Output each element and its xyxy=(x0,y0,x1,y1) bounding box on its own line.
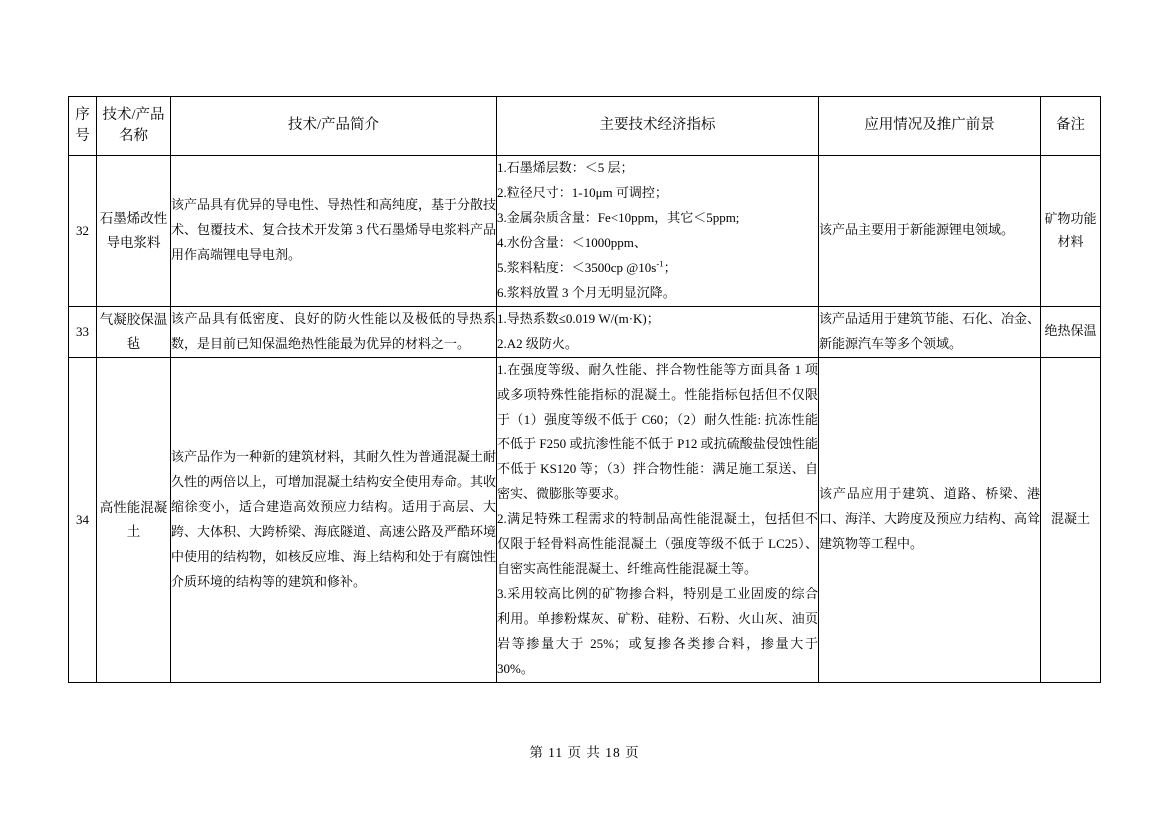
indicator-item xyxy=(497,256,818,281)
indicator-item: 2.粒径尺寸：1-10μm 可调控； xyxy=(497,184,668,200)
indicator-item: 3.采用较高比例的矿物掺合料，特别是工业固废的综合利用。单掺粉煤灰、矿粉、硅粉、石粉、火山灰、油页岩等掺量大于 25%；或复掺各类掺合料，掺量大于 30%。 xyxy=(497,586,818,677)
row-product-name xyxy=(97,156,171,307)
column-header-name xyxy=(97,97,171,156)
row-remark-line1: 矿物功能 xyxy=(1044,211,1097,227)
row-description: 该产品具有优异的导电性、导热性和高纯度，基于分散技术、包覆技术、复合技术开发第 3 代石墨烯导电浆料产品用作高端锂电导电剂。 xyxy=(171,156,497,307)
row-description: 该产品作为一种新的建筑材料，其耐久性为普通混凝土耐久性的两倍以上，可增加混凝土结构安全使用寿命。其收缩徐变小，适合建造高效预应力结构。适用于高层、大跨、大体积、大跨桥梁、海底隧道、高速公路及严酷环境中使用的结构物，如核反应堆、海上结构和处于有腐蚀性介质环境的结构等的建筑和修补。 xyxy=(171,357,497,682)
indicator-item: 2.A2 级防火。 xyxy=(497,335,578,351)
column-header-description: 技术/产品简介 xyxy=(171,97,497,156)
row-remark-line1: 绝热保温 xyxy=(1044,323,1097,339)
row-sequence-number: 33 xyxy=(69,306,97,357)
row-product-name-line1: 气凝胶保温 xyxy=(99,312,168,328)
row-remark-line2: 材料 xyxy=(1057,233,1084,249)
technology-product-table xyxy=(68,96,1101,683)
row-product-name xyxy=(97,306,171,357)
column-header-sequence-line1: 序 xyxy=(75,106,90,123)
row-remark xyxy=(1041,306,1101,357)
indicator-item: 2.满足特殊工程需求的特制品高性能混凝土，包括但不仅限于轻骨料高性能混凝土（强度等级不低于 LC25）、自密实高性能混凝土、纤维高性能混凝土等。 xyxy=(497,511,818,577)
column-header-indicators: 主要技术经济指标 xyxy=(497,97,819,156)
column-header-application: 应用情况及推广前景 xyxy=(819,97,1041,156)
row-product-name-line2: 毡 xyxy=(126,335,141,351)
table-row xyxy=(69,156,1101,307)
table-row xyxy=(69,306,1101,357)
indicator-item: 6.浆料放置 3 个月无明显沉降。 xyxy=(497,284,676,300)
row-application: 该产品适用于建筑节能、石化、冶金、新能源汽车等多个领域。 xyxy=(819,306,1041,357)
row-remark-line1: 混凝土 xyxy=(1050,511,1090,527)
row-indicators xyxy=(497,306,819,357)
row-product-name-line2: 导电浆料 xyxy=(106,234,161,250)
table-row xyxy=(69,357,1101,682)
row-application: 该产品主要用于新能源锂电领域。 xyxy=(819,156,1041,307)
row-product-name-line2: 土 xyxy=(126,523,141,539)
indicator-item-tail: ； xyxy=(663,259,677,275)
row-sequence-number: 32 xyxy=(69,156,97,307)
column-header-name-line1: 技术/产品 xyxy=(102,106,165,123)
column-header-name-line2: 名称 xyxy=(119,128,148,144)
row-description: 该产品具有低密度、良好的防火性能以及极低的导热系数，是目前已知保温绝热性能最为优异的材料之一。 xyxy=(171,306,497,357)
row-product-name-line1: 高性能混凝 xyxy=(99,500,168,516)
row-indicators xyxy=(497,156,819,307)
indicator-item: 1.导热系数≤0.019 W/(m·K)； xyxy=(497,310,660,326)
indicator-item-text: 5.浆料粘度：＜3500cp @10s xyxy=(497,259,657,275)
column-header-remark: 备注 xyxy=(1041,97,1101,156)
row-application: 该产品应用于建筑、道路、桥梁、港口、海洋、大跨度及预应力结构、高耸建筑物等工程中。 xyxy=(819,357,1041,682)
row-product-name xyxy=(97,357,171,682)
row-product-name-line1: 石墨烯改性 xyxy=(99,211,168,227)
page-footer: 第 11 页 共 18 页 xyxy=(529,745,640,760)
column-header-sequence xyxy=(69,97,97,156)
indicator-item: 1.石墨烯层数：＜5 层； xyxy=(497,160,634,175)
indicator-superscript: -1 xyxy=(656,258,664,269)
indicator-item: 3.金属杂质含量：Fe<10ppm，其它＜5ppm; xyxy=(497,209,740,225)
column-header-sequence-line2: 号 xyxy=(75,128,90,144)
indicator-item: 4.水份含量：＜1000ppm、 xyxy=(497,234,647,250)
table-header-row xyxy=(69,97,1101,156)
row-indicators xyxy=(497,357,819,682)
row-sequence-number: 34 xyxy=(69,357,97,682)
row-remark xyxy=(1041,357,1101,682)
row-remark xyxy=(1041,156,1101,307)
indicator-item: 1.在强度等级、耐久性能、拌合物性能等方面具备 1 项或多项特殊性能指标的混凝土。性能指标包括但不仅限于（1）强度等级不低于 C60；（2）耐久性能: 抗冻性能不低于 F250 或抗渗性能不低于 P12 或抗硫酸盐侵蚀性能不低于 KS120 等；（3）拌合物性能：满足施工泵送、自密实、微膨胀等要求。 xyxy=(497,361,818,502)
